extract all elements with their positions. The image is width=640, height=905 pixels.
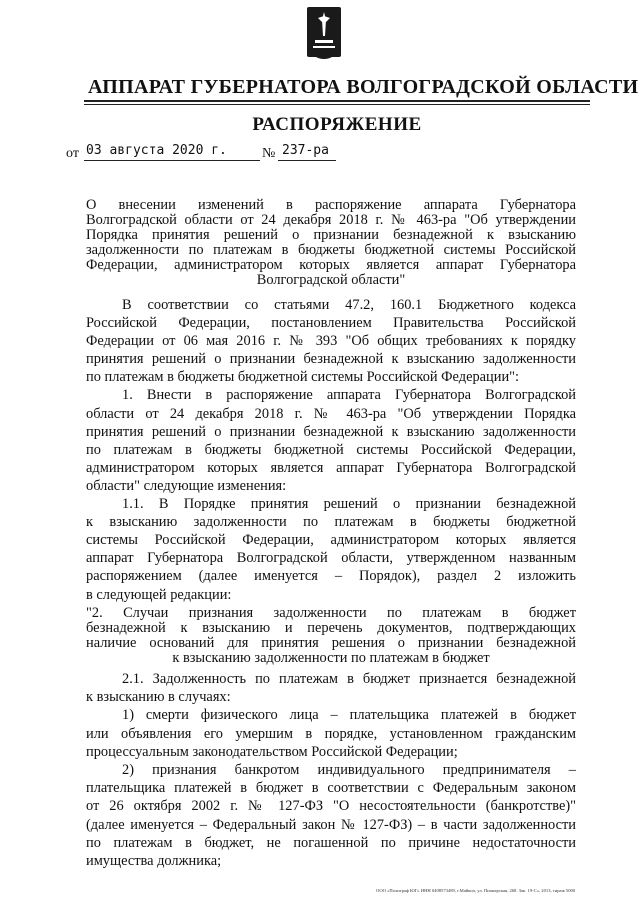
title-line: Федерации, администратором которых является аппарат Губернатора — [86, 257, 576, 273]
body-line: распоряжением (далее именуется – Порядок), раздел 2 изложить — [86, 568, 576, 585]
body-line: области от 24 декабря 2018 г. № 463-ра "Об утверждении Порядка — [86, 405, 576, 422]
body-line: принятия решений о признании безнадежной к взысканию задолженности — [86, 423, 576, 440]
body-line: 1. Внести в распоряжение аппарата Губернатора Волгоградской — [122, 387, 576, 404]
header-rule-thin — [84, 104, 590, 105]
body-line: области" следующие изменения: — [86, 477, 287, 494]
body-line: Российской Федерации, постановлением Правительства Российской — [86, 315, 576, 332]
coat-of-arms-icon — [306, 6, 342, 64]
quote-line: "2. Случаи признания задолженности по платежам в бюджет — [86, 605, 576, 621]
body-line: плательщика платежей в бюджет в соответствии с Федеральным законом — [86, 780, 576, 797]
body-line: в следующей редакции: — [86, 586, 232, 603]
document-type: РАСПОРЯЖЕНИЕ — [252, 114, 422, 135]
organization-name: АППАРАТ ГУБЕРНАТОРА ВОЛГОГРАДСКОЙ ОБЛАСТИ — [88, 76, 639, 98]
body-line: по платежам в бюджеты бюджетной системы Российской Федерации, — [86, 441, 576, 458]
body-line: 2.1. Задолженность по платежам в бюджет признается безнадежной — [122, 671, 576, 687]
date-underline — [84, 160, 260, 161]
body-line: по платежам в бюджет, не погашенной по причине недостаточности — [86, 834, 576, 851]
body-line: имущества должника; — [86, 852, 222, 869]
document-number: 237-ра — [282, 143, 329, 158]
date-number-row — [66, 143, 366, 163]
title-line: О внесении изменений в распоряжение аппарата Губернатора — [86, 197, 576, 213]
date-prefix: от — [66, 146, 79, 161]
section-2-body — [86, 670, 576, 870]
title-line: Волгоградской области" — [256, 272, 406, 288]
body-line: к взысканию в случаях: — [86, 689, 231, 706]
body-line: администратором которых является аппарат Губернатора Волгоградской — [86, 459, 576, 476]
body-line: процессуальным законодательством Российской Федерации; — [86, 743, 458, 760]
document-title — [86, 198, 576, 288]
number-prefix: № — [262, 146, 276, 161]
body-line: к взысканию задолженности по платежам в бюджеты бюджетной — [86, 514, 576, 531]
printer-imprint: ООО «Полиграф ЮГ» ИНН 0408573489, г.Майкоп, ул. Пионерская, 268. Зак. 19-С», 2013, тираж 5000 — [376, 888, 576, 893]
header-rule-thick — [84, 100, 590, 102]
quote-line: к взысканию задолженности по платежам в бюджет — [172, 650, 490, 666]
body-line: 2) признания банкротом индивидуального предпринимателя – — [122, 761, 576, 778]
body-line: 1) смерти физического лица – плательщика платежей в бюджет — [122, 707, 576, 724]
body-line: Федерации от 06 мая 2016 г. № 393 "Об общих требованиях к порядку — [86, 333, 576, 350]
body-line: по платежам в бюджеты бюджетной системы Российской Федерации": — [86, 369, 520, 386]
quote-line: безнадежной к взысканию и перечень документов, подтверждающих — [86, 620, 576, 636]
body-line: принятия решений о признании безнадежной к взысканию задолженности — [86, 351, 576, 368]
body-line: 1.1. В Порядке принятия решений о признании безнадежной — [122, 496, 576, 513]
document-date: 03 августа 2020 г. — [86, 143, 227, 158]
body-line: системы Российской Федерации, администратором которых является — [86, 532, 576, 549]
body-line: В соответствии со статьями 47.2, 160.1 Бюджетного кодекса — [122, 297, 576, 313]
number-underline — [278, 160, 336, 161]
title-line: Порядка принятия решений о признании безнадежной к взысканию — [86, 227, 576, 243]
body-line: от 26 октября 2002 г. № 127-ФЗ "О несостоятельности (банкротстве)" — [86, 798, 576, 815]
preamble-and-clause-1 — [86, 296, 576, 604]
title-line: задолженности по платежам в бюджеты бюджетной системы Российской — [86, 242, 576, 258]
section-2-heading — [86, 606, 576, 666]
body-line: (далее именуется – Федеральный закон № 127-ФЗ) – в части задолженности — [86, 816, 576, 833]
title-line: Волгоградской области от 24 декабря 2018 г. № 463-ра "Об утверждении — [86, 212, 576, 228]
quote-line: наличие оснований для принятия решения о признании безнадежной — [86, 635, 576, 651]
body-line: аппарат Губернатора Волгоградской области, утвержденном названным — [86, 550, 576, 567]
body-line: или объявления его умершим в порядке, установленном гражданским — [86, 725, 576, 742]
